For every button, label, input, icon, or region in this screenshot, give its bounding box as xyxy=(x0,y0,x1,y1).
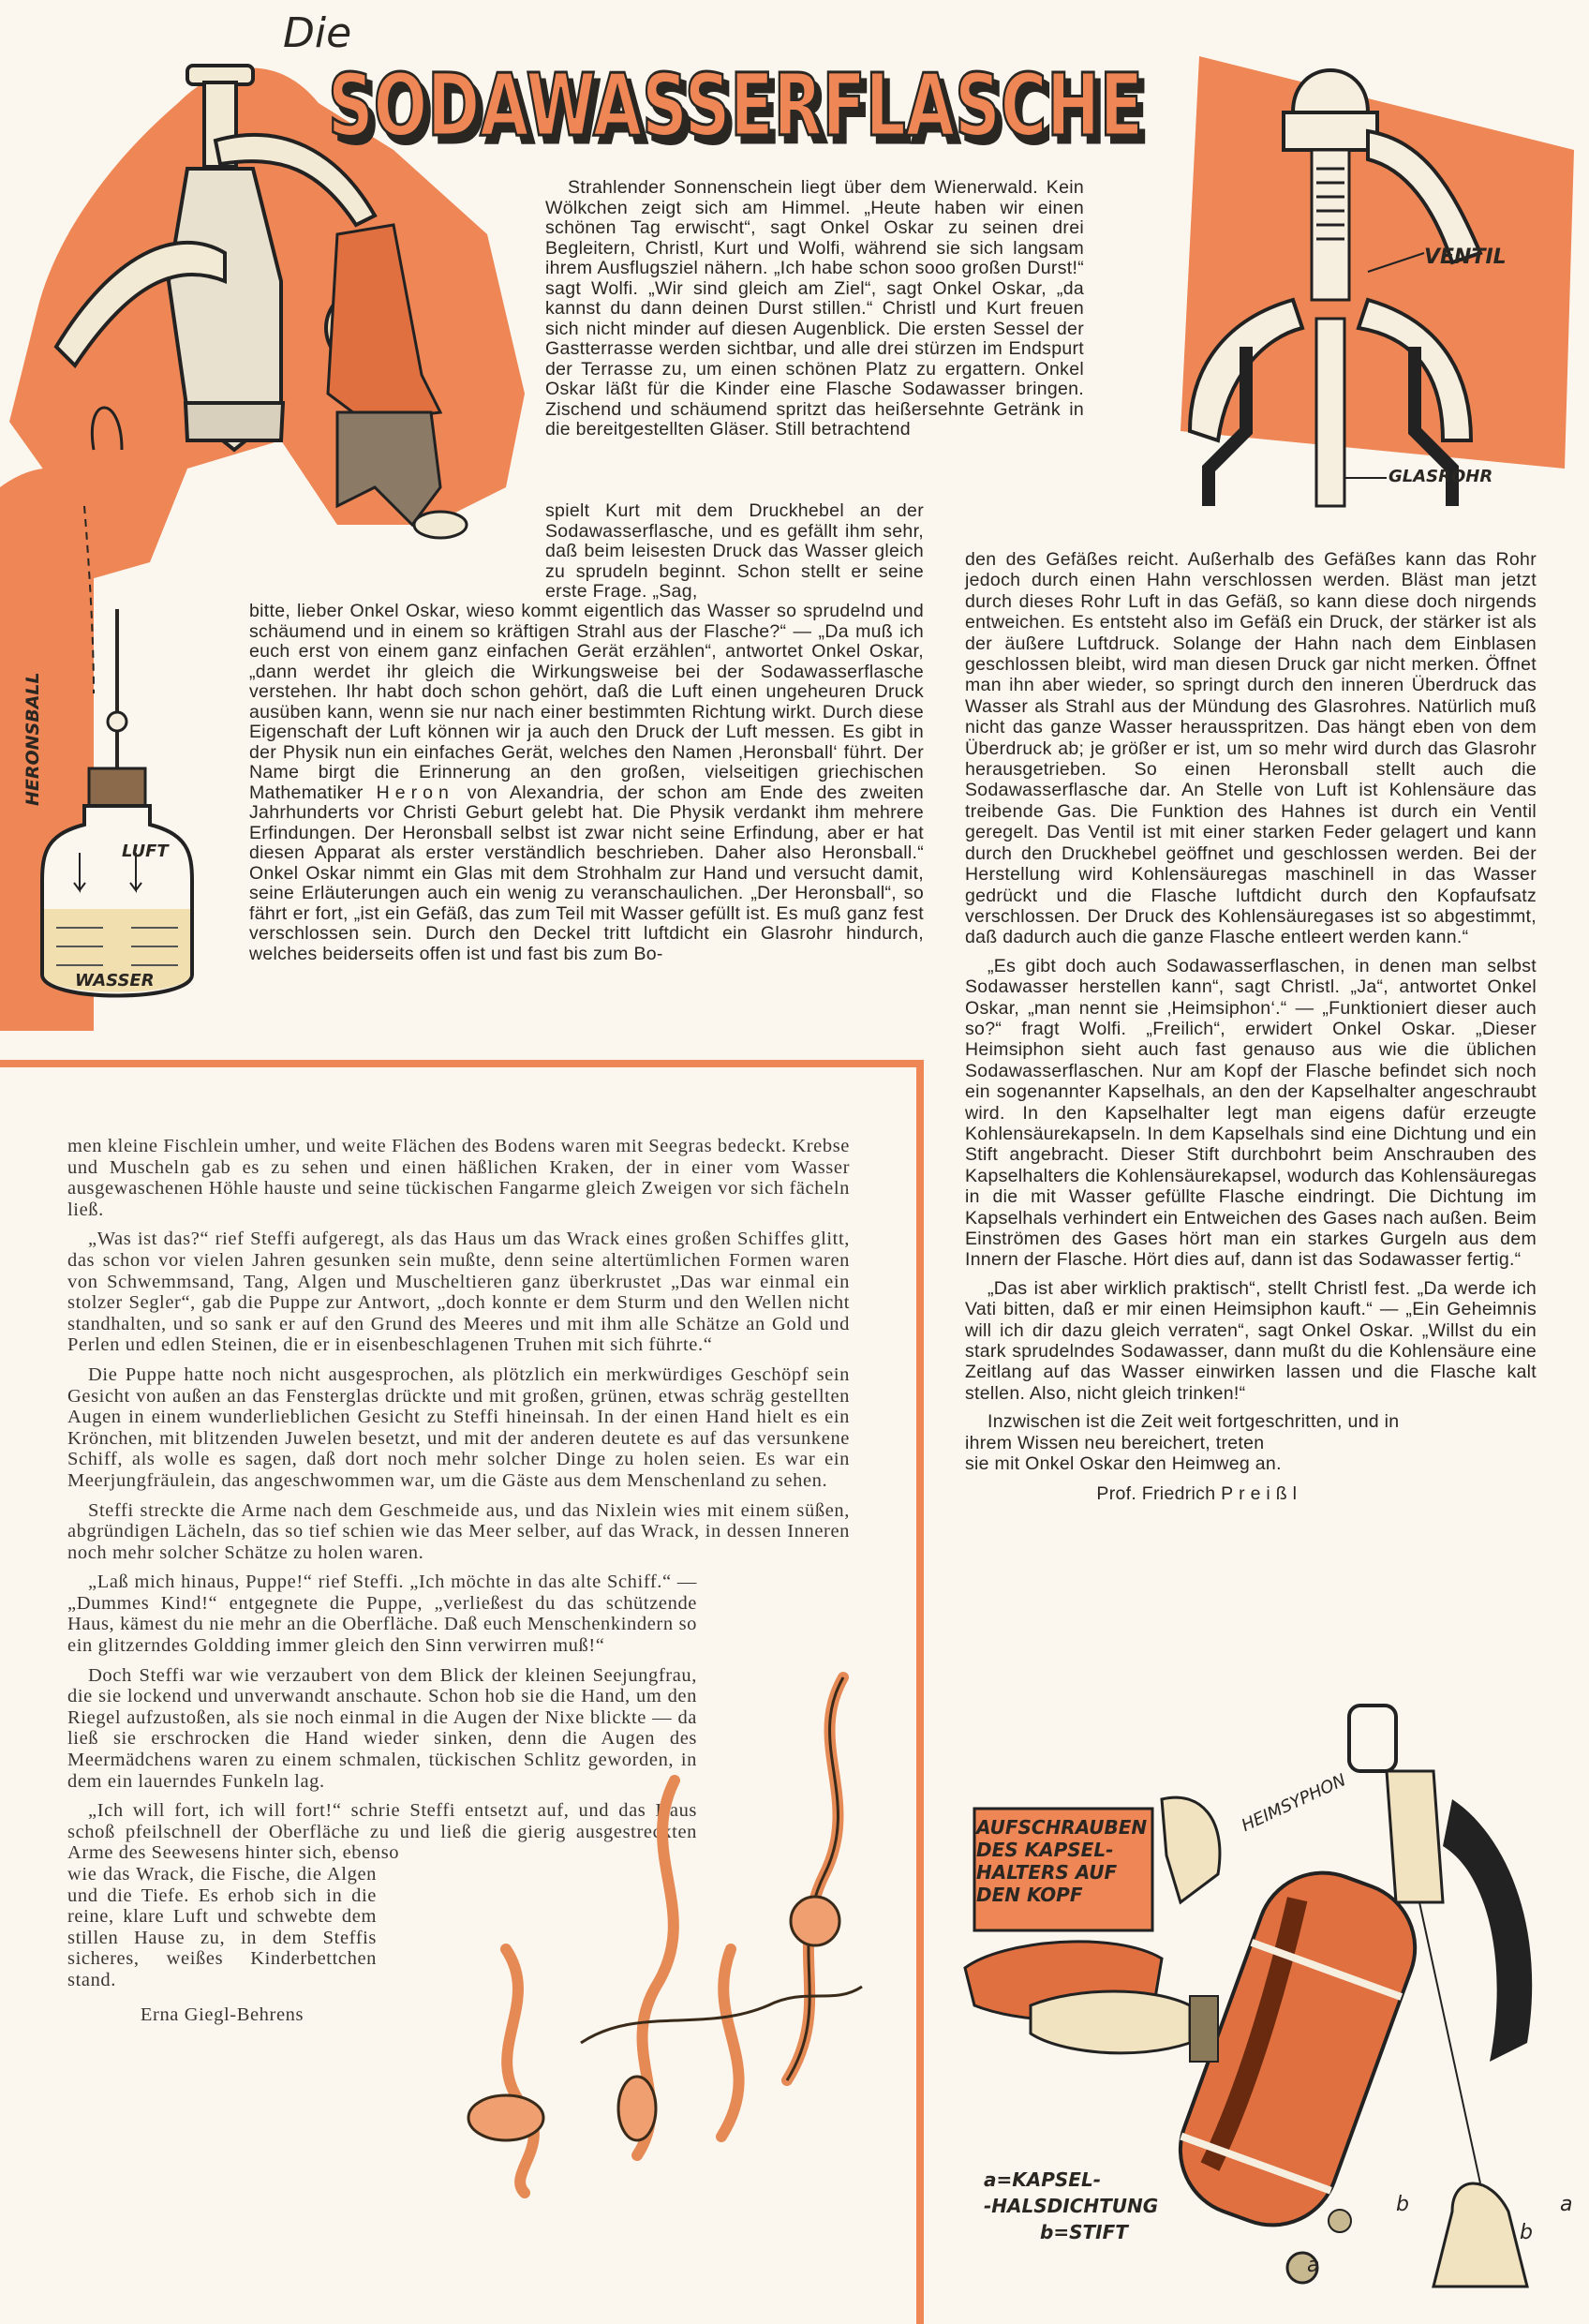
part-a-marker-1: a xyxy=(1307,2254,1320,2277)
heronsball-label: HERONSBALL xyxy=(22,672,43,806)
author-last: Preißl xyxy=(1221,1483,1302,1505)
story-paragraph-1: men kleine Fischlein umher, und weite Flächen des Bodens waren mit Seegras bedeckt. Krebse und Muscheln gab es zu sehen und einen häßlichen Kraken, der in einer vom Wasser ausgewaschenen Höhle hauste und seine tückischen Fangarme gleich Zweigen vor sich fächeln ließ. xyxy=(67,1136,850,1220)
intro-paragraph-b: spielt Kurt mit dem Druckhebel an der Sodawasserflasche, und es gefällt ihm sehr, daß beim leisesten Druck das Wasser gleich zu sprudeln beginnt. Schon stellt er seine erste Frage. „Sag, xyxy=(545,500,924,602)
wasser-label: WASSER xyxy=(75,971,155,991)
story-paragraph-6: Doch Steffi war wie verzaubert von dem Blick der kleinen Seejungfrau, die sie lockend und unverwandt anschaute. Schon hob sie die Hand, um den Riegel aufzustoßen, als sie noch einmal in die Augen der Nixe blickte — da ließ sie erschrocken die Hand wieder sinken, denn die Augen des Meermädchens waren zu einem schmalen, tückischen Schlitz geworden, in dem ein lauerndes Funkeln lag. xyxy=(67,1664,697,1792)
right-paragraph-4a: Inzwischen ist die Zeit weit fortgeschritten, und in xyxy=(988,1411,1400,1433)
story-author: Erna Giegl-Behrens xyxy=(140,2004,304,2025)
ventil-label: VENTIL xyxy=(1424,246,1507,269)
story-paragraph-2: „Was ist das?“ rief Steffi aufgeregt, als das Haus um das Wrack eines großen Schiffes glitt, das schon vor vielen Jahren gesunken sein mußte, denn seine altertümlichen Formen waren von Schwemmsand, Tang, Algen und Muscheltieren ganz überkrustet „Das war einmal ein stolzer Segler“, gab die Puppe zur Antwort, „doch konnte er dem Sturm und den Wellen nicht standhalten, und so sank er auf den Grund des Meeres und mit ihm alle Schätze an Gold und Perlen und edlen Steinen, die er in eisenbeschlagenen Truhen mit sich führte.“ xyxy=(67,1229,850,1356)
legend-line-1: a=KAPSEL- xyxy=(984,2168,1101,2191)
author-first: Prof. Friedrich xyxy=(1096,1483,1216,1505)
right-paragraph-2: „Es gibt doch auch Sodawasserflaschen, in denen man selbst Sodawasser herstellen kann“, sagt Christl. „Ja“, antwortet Onkel Oskar, „man nennt sie ‚Heimsiphon‘.“ — „Funktioniert dieser auch so?“ fragt Wolfi. „Freilich“, erwidert Onkel Oskar. „Dieser Heimsiphon sieht auch fast genauso aus wie die üblichen Sodawasserflaschen. Nur am Kopf der Flasche befindet sich noch ein sogenannter Kapselhals, an den der Kapselhalter angeschraubt wird. In den Kapselhalter legt man eigens dafür erzeugte Kohlensäurekapseln. In dem Kapselhals sind eine Dichtung und ein Stift angebracht. Dieser Stift durchbohrt beim Anschrauben des Kapselhalters die Kohlensäurekapsel, wodurch das Kohlensäuregas in die mit Wasser gefüllte Flasche eindringt. Die Dichtung im Kapselhals verhindert ein Entweichen des Gases nach außen. Beim Einströmen des Gases hört man ein starkes Gurgeln aus dem Innern der Flasche. Hört dies auf, dann ist das Sodawasser fertig.“ xyxy=(965,955,1537,1271)
story-paragraph-7a: „Ich will fort, ich will fort!“ schrie Steffi entsetzt auf, und das Haus schoß pfeilschnell der Oberfläche zu und ließ die gierig ausgestreckten Arme des Seewesens hinter sich, ebenso xyxy=(67,1800,697,1864)
aufschrauben-line-1: AUFSCHRAUBEN xyxy=(976,1816,1148,1839)
legend-line-3: b=STIFT xyxy=(1040,2221,1128,2243)
aufschrauben-line-3: HALTERS AUF xyxy=(976,1861,1118,1884)
page-title: SODAWASSERFLASCHE xyxy=(328,55,1143,156)
aufschrauben-line-2: DES KAPSEL- xyxy=(976,1839,1114,1861)
intro-text-c2: von Alexandria, der schon am Ende des zweiten Jahrhunderts vor Christi Geburt gelebt hat. Die Physik verdankt ihm mehrere Erfindungen. Der Heronsball selbst ist zwar nicht seine Erfindung, aber er hat diesen Apparat als erster verständlich beschrieben. Daher also Heronsball.“ Onkel Oskar nimmt ein Glas mit dem Strohhalm zur Hand und versucht damit, seine Erläuterungen auch ein wenig zu veranschaulichen. „Der Heronsball“, so fährt er fort, „ist ein Gefäß, das zum Teil mit Wasser gefüllt ist. Es muß ganz fest verschlossen sein. Durch den Deckel tritt luftdicht ein Glasrohr hindurch, welches beiderseits offen ist und fast bis zum Bo- xyxy=(249,782,924,964)
parts-legend xyxy=(984,2167,1158,2245)
part-a-marker-2: a xyxy=(1560,2193,1573,2216)
story-paragraph-4: Steffi streckte die Arme nach dem Geschmeide aus, und das Nixlein wies mit einem süßen, abgründigen Lächeln, das so tief schien wie das Meer selber, auf das Wrack, in dessen Inneren noch mehr solcher Schätze zu holen waren. xyxy=(67,1499,850,1563)
aufschrauben-caption xyxy=(976,1816,1147,1906)
part-b-marker-1: b xyxy=(1396,2193,1409,2216)
capsule-holder xyxy=(1349,1706,1396,1771)
title-graphic xyxy=(319,37,1181,159)
intro-block-b xyxy=(545,501,924,603)
right-column xyxy=(965,549,1537,1505)
frame-top-line xyxy=(0,1060,924,1067)
right-paragraph-4b: ihrem Wissen neu bereichert, treten sie mit Onkel Oskar den Heimweg an. xyxy=(965,1432,1282,1475)
valve-illustration xyxy=(1171,37,1583,525)
intro-text-c1: bitte, lieber Onkel Oskar, wieso kommt eigentlich das Wasser so sprudelnd und schäumend und in einem so kräftigen Strahl aus der Flasche?“ — „Da muß ich euch erst von einem ganz einfachen Gerät erzählen“, antwortet Onkel Oskar, „dann werdet ihr gleich die Wirkungsweise bei der Sodawasserflasche verstehen. Ihr habt doch schon gehört, daß die Luft einen ungeheuren Druck ausüben kann, wenn sie nur nach einer bestimmten Richtung wirkt. Durch diese Eigenschaft der Luft können wir ja auch den Druck der Luft messen. Es gibt in der Physik nun ein einfaches Gerät, welches den Namen ‚Heronsball‘ führt. Der Name birgt die Erinnerung an den großen, vielseitigen griechischen Mathematiker xyxy=(249,601,924,803)
glasrohr-label: GLASROHR xyxy=(1389,467,1493,486)
right-paragraph-3: „Das ist aber wirklich praktisch“, stellt Christl fest. „Da werde ich Vati bitten, daß er mir einen Heimsiphon kauft.“ — „Ein Geheimnis will ich dir dazu gleich verraten“, sagt Onkel Oskar. „Willst du ein stark sprudelndes Sodawasser, dann mußt du die Kohlensäure eine Zeitlang auf das Wasser einwirken lassen und die Flasche kalt stellen. Also, nicht gleich trinken!“ xyxy=(965,1277,1537,1404)
luft-label: LUFT xyxy=(122,842,169,861)
story-paragraph-7b: wie das Wrack, die Fische, die Algen und die Tiefe. Es erhob sich in die reine, klare Luft und schwebte dem stillen Hause zu, in dem Steffis sicheres, weißes Kinderbettchen stand. xyxy=(67,1864,377,1990)
story-paragraph-3: Die Puppe hatte noch nicht ausgesprochen, als plötzlich ein merkwürdiges Geschöpf sein Gesicht von außen an das Fensterglas drückte und mit großen, grünen, etwas schräg gestellten Augen in einem wunderlieblichen Gesicht zu Steffi hineinsah. In der einen Hand hielt es ein Krönchen, mit blitzenden Juwelen besetzt, und mit der anderen deutete es auf das versunkene Schiff, als wolle es sagen, daß dort noch mehr solcher Dinge zu holen seien. Es war ein Meerjungfräulein, das angeschwommen war, um die Gäste aus dem Menschenland zu sehen. xyxy=(67,1363,850,1491)
heron-name: Heron xyxy=(376,782,454,803)
story-paragraph-5: „Laß mich hinaus, Puppe!“ rief Steffi. „Ich möchte in das alte Schiff.“ — „Dummes Kind!“ entgegnete die Puppe, „verließest du das schützende Haus, kämest du nie mehr an die Oberfläche. Daß euch Menschenkindern so ein glitzerndes Goldding immer gleich den Sinn verwirren muß!“ xyxy=(67,1572,697,1657)
right-paragraph-1: den des Gefäßes reicht. Außerhalb des Gefäßes kann das Rohr jedoch durch einen Hahn verschlossen werden. Bläst man jetzt durch dieses Rohr Luft in das Gefäß, so kann diese doch nirgends entweichen. Es entsteht also im Gefäß ein Druck, der stärker ist als der äußere Luftdruck. Solange der Hahn nach dem Einblasen geschlossen bleibt, wird man diesen Druck gar nicht merken. Öffnet man ihn aber wieder, so springt durch den inneren Überdruck das Wasser als Strahl aus der Mündung des Glasrohres. Natürlich muß nicht das ganze Wasser herausspritzen. Das hängt eben von dem Überdruck ab; je größer er ist, um so mehr wird durch das Glasrohr herausgetrieben. So einen Heronsball stellt auch die Sodawasserflasche dar. An Stelle von Luft ist Kohlensäure das treibende Gas. Die Funktion des Hahnes ist durch ein Ventil geregelt. Das Ventil ist mit einer starken Feder gelagert und kann durch den Druckhebel geöffnet und geschlossen werden. Bei der Herstellung wird Kohlensäuregas maschinell in das Wasser gedrückt und die Flasche luftdicht durch den Kopfaufsatz verschlossen. Der Druck des Kohlensäuregases ist so abgestimmt, daß dadurch auch die ganze Flasche entleert werden kann.“ xyxy=(965,549,1537,948)
heimsyphon-label: HEIMSYPHON xyxy=(1239,1770,1349,1837)
frame-right-line xyxy=(916,1060,924,2324)
intro-block-c xyxy=(249,602,924,964)
intro-paragraph-c xyxy=(249,602,924,964)
aufschrauben-line-4: DEN KOPF xyxy=(976,1884,1083,1906)
seaweed-illustration xyxy=(394,1668,881,2193)
intro-block-a xyxy=(545,178,1084,440)
title-prefix: Die xyxy=(283,9,352,57)
part-b-marker-2: b xyxy=(1520,2221,1533,2244)
article-author xyxy=(965,1483,1302,1504)
intro-paragraph-a: Strahlender Sonnenschein liegt über dem Wienerwald. Kein Wölkchen zeigt sich am Himmel. „Heute haben wir einen schönen Tag erwischt“, sagt Onkel Oskar zu seinen drei Begleitern, Christl, Kurt und Wolfi, während sie sich langsam ihrem Ausflugsziel nähern. „Ich habe schon sooo großen Durst!“ sagt Wolfi. „Wir sind gleich am Ziel“, sagt Onkel Oskar, „da kannst du dann deinen Durst stillen.“ Christl und Kurt freuen sich nicht minder auf diesen Augenblick. Die ersten Sessel der Gastterrasse werden sichtbar, und alle drei stürzen im Endspurt der Terrasse zu, um einen schönen Platz zu ergattern. Onkel Oskar läßt für die Kinder eine Flasche Sodawasser bringen. Zischend und schäumend spritzt das heißersehnte Getränk in die bereitgestellten Gläser. Still betrachtend xyxy=(545,177,1084,439)
legend-line-2: -HALSDICHTUNG xyxy=(984,2195,1159,2217)
